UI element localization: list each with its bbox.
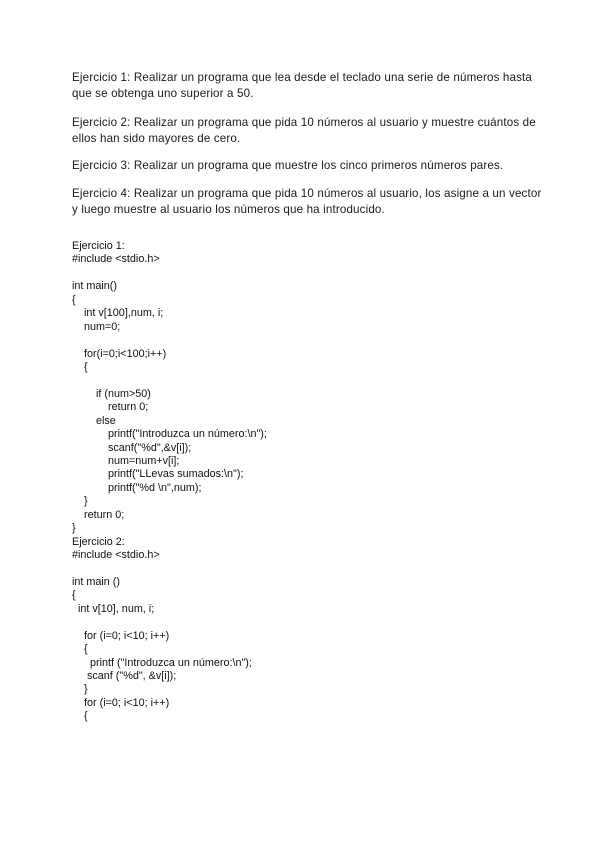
code-line (72, 563, 552, 576)
code-line: Ejercicio 2: (72, 535, 125, 548)
exercise-4-statement: Ejercicio 4: Realizar un programa que pida 10 números al usuario, los asigne a un vector y luego muestre al usuario los números que ha introducido. (72, 187, 545, 216)
code-line: scanf ("%d", &v[i]); (72, 670, 177, 682)
code-line: printf("LLevas sumados:\n"); (72, 468, 244, 481)
exercise-2-statement: Ejercicio 2: Realizar un programa que pida 10 números al usuario y muestre cuántos de ellos han sido mayores de cero. (72, 116, 540, 145)
code-line: #include <stdio.h> (72, 549, 160, 562)
code-listing (72, 240, 552, 724)
exercise-3-statement: Ejercicio 3: Realizar un programa que muestre los cinco primeros números pares. (72, 159, 504, 172)
code-line: int main() (72, 280, 117, 293)
code-line: printf ("Introduzca un número:\n"); (72, 656, 252, 669)
code-line: } (72, 683, 88, 696)
code-line (72, 334, 552, 347)
code-line: int main () (72, 575, 120, 588)
code-line: for (i=0; i<10; i++) (72, 696, 170, 709)
code-line: } (72, 495, 88, 508)
code-line: { (72, 293, 76, 306)
code-line: { (72, 360, 88, 373)
code-line: printf("%d \n",num); (72, 481, 202, 494)
code-line: else (72, 414, 116, 427)
code-line: num=0; (72, 320, 121, 333)
code-line: for (i=0; i<10; i++) (72, 629, 170, 642)
exercise-1-statement: Ejercicio 1: Realizar un programa que lea desde el teclado una serie de números hasta que se obtenga uno superior a 50. (72, 71, 536, 100)
code-line (72, 374, 552, 387)
code-line: { (72, 589, 76, 602)
code-line (72, 267, 552, 280)
code-line: scanf("%d",&v[i]); (72, 441, 192, 454)
code-line: for(i=0;i<100;i++) (72, 347, 167, 360)
code-line: int v[100],num, i; (72, 307, 164, 320)
code-line: if (num>50) (72, 387, 151, 400)
code-line: num=num+v[i]; (72, 455, 180, 467)
code-line: Ejercicio 1: (72, 240, 125, 252)
code-line: { (72, 710, 88, 723)
code-line: { (72, 643, 88, 656)
code-line: #include <stdio.h> (72, 253, 160, 266)
code-line: return 0; (72, 508, 125, 521)
code-line: return 0; (72, 401, 149, 414)
code-line: } (72, 522, 76, 535)
code-line: int v[10], num, i; (72, 602, 155, 615)
code-line: printf("Introduzca un número:\n"); (72, 428, 267, 441)
code-line (72, 616, 552, 629)
